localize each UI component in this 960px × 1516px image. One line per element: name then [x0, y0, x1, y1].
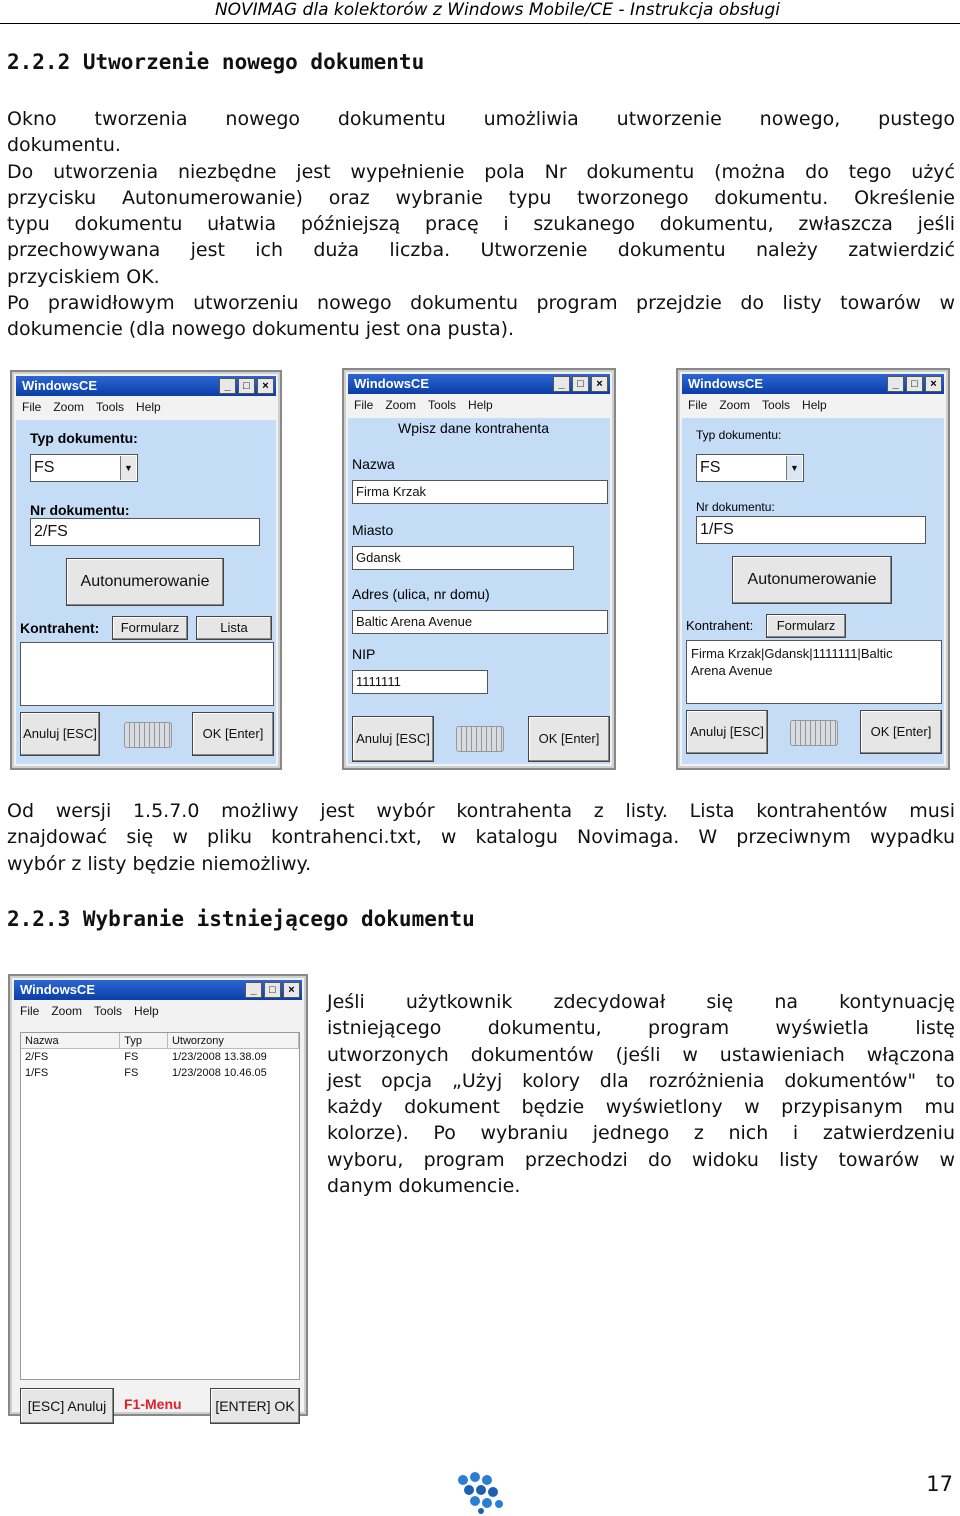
minimize-icon[interactable]: _	[245, 982, 262, 998]
list-header	[21, 1033, 299, 1049]
menu-bar	[14, 1000, 302, 1022]
city-label: Miasto	[352, 522, 394, 538]
minimize-icon[interactable]: _	[553, 376, 570, 392]
name-label: Nazwa	[352, 456, 395, 472]
text-line: wybór z listy będzie niemożliwy.	[7, 852, 312, 875]
screenshot-document-list	[8, 974, 308, 1416]
text-line: wyboru, program przechodzi do widoku listy towarów w	[327, 1148, 955, 1171]
text-line: istniejącego dokumentu, program wyświetla listę	[327, 1017, 955, 1040]
autonumber-button[interactable]: Autonumerowanie	[66, 558, 224, 606]
page-number: 17	[926, 1472, 953, 1496]
text-line: Jeśli użytkownik zdecydował się na kontynuację	[327, 991, 955, 1013]
text-line: przyciskiem OK.	[7, 265, 160, 288]
ok-button[interactable]: OK [Enter]	[192, 712, 274, 756]
number-value: 2/FS	[34, 523, 68, 540]
novimag-logo-icon	[455, 1470, 507, 1514]
menu-file[interactable]: File	[688, 398, 708, 412]
page-header	[0, 0, 960, 24]
number-label: Nr dokumentu:	[696, 500, 775, 514]
menu-zoom[interactable]: Zoom	[719, 398, 751, 412]
window-title: WindowsCE	[354, 376, 429, 391]
contractor-line: Firma Krzak|Gdansk|1111111|Baltic	[691, 646, 893, 661]
contractor-label: Kontrahent:	[686, 618, 754, 633]
window-title: WindowsCE	[22, 378, 97, 393]
column-header[interactable]: Nazwa	[21, 1033, 120, 1049]
list-button[interactable]: Lista	[196, 616, 272, 640]
screenshot-new-document-filled	[676, 368, 950, 770]
window-titlebar	[14, 980, 302, 1000]
prompt-label: Wpisz dane kontrahenta	[398, 420, 549, 436]
section1-text	[7, 106, 955, 343]
cancel-button[interactable]: [ESC] Anuluj	[20, 1388, 114, 1424]
menu-help[interactable]: Help	[136, 400, 161, 414]
nip-value: 1111111	[356, 674, 401, 689]
name-field[interactable]	[352, 480, 608, 504]
minimize-icon[interactable]: _	[219, 378, 236, 394]
text-line: znajdować się w pliku kontrahenci.txt, w katalogu Novimaga. W przeciwnym wypadku	[7, 826, 955, 849]
window-titlebar	[16, 376, 276, 396]
menu-bar	[682, 394, 944, 416]
menu-zoom[interactable]: Zoom	[51, 1004, 83, 1018]
text-line: typu dokumentu ułatwia późniejszą pracę i szukanego dokumentu, zwłaszcza jeśli	[7, 213, 955, 236]
chevron-down-icon[interactable]: ▼	[120, 456, 136, 480]
section-heading-existing-document: 2.2.3 Wybranie istniejącego dokumentu	[7, 907, 475, 931]
text-line: przechowywana jest ich duża liczba. Utworzenie dokumentu należy zatwierdzić	[7, 239, 955, 262]
menu-help[interactable]: Help	[802, 398, 827, 412]
text-line: przycisku Autonumerowanie) oraz wybranie typu tworzonego dokumentu. Określenie	[7, 186, 955, 209]
cell: FS	[124, 1067, 139, 1079]
city-value: Gdansk	[356, 550, 401, 565]
close-icon[interactable]: ×	[925, 376, 942, 392]
column-header[interactable]: Typ	[120, 1033, 168, 1049]
cancel-button[interactable]: Anuluj [ESC]	[686, 710, 768, 754]
cancel-button[interactable]: Anuluj [ESC]	[20, 712, 100, 756]
maximize-icon[interactable]: □	[238, 378, 255, 394]
chevron-down-icon[interactable]: ▼	[786, 456, 802, 480]
maximize-icon[interactable]: □	[572, 376, 589, 392]
form-button[interactable]: Formularz	[112, 616, 188, 640]
window-titlebar	[348, 374, 610, 394]
maximize-icon[interactable]: □	[264, 982, 281, 998]
menu-file[interactable]: File	[354, 398, 374, 412]
window-title: WindowsCE	[20, 982, 95, 997]
screenshot-contractor-form	[342, 368, 616, 770]
form-button[interactable]: Formularz	[766, 614, 846, 638]
menu-file[interactable]: File	[22, 400, 42, 414]
keyboard-icon[interactable]	[790, 720, 838, 746]
address-value: Baltic Arena Avenue	[356, 614, 473, 629]
name-value: Firma Krzak	[356, 484, 427, 499]
text-line: Do utworzenia niezbędne jest wypełnienie pola Nr dokumentu (można do tego użyć	[7, 160, 955, 183]
menu-zoom[interactable]: Zoom	[385, 398, 417, 412]
window-titlebar	[682, 374, 944, 394]
close-icon[interactable]: ×	[591, 376, 608, 392]
section2-text	[327, 989, 955, 1199]
address-field[interactable]	[352, 610, 608, 634]
type-value: FS	[34, 459, 55, 476]
window-title: WindowsCE	[688, 376, 763, 391]
type-label: Typ dokumentu:	[30, 430, 138, 446]
type-dropdown[interactable]	[30, 454, 138, 482]
cell: 1/23/2008 13.38.09	[171, 1051, 267, 1063]
close-icon[interactable]: ×	[283, 982, 300, 998]
list-item[interactable]	[21, 1049, 299, 1065]
menu-key-label[interactable]: F1-Menu	[124, 1396, 182, 1412]
menu-help[interactable]: Help	[468, 398, 493, 412]
screenshot-new-document	[10, 370, 282, 770]
text-line: dokumentu.	[7, 134, 121, 157]
keyboard-icon[interactable]	[456, 726, 504, 752]
type-label: Typ dokumentu:	[696, 428, 782, 442]
menu-tools[interactable]: Tools	[762, 398, 791, 412]
text-line: dokumencie (dla nowego dokumentu jest ona pusta).	[7, 318, 515, 341]
city-field[interactable]	[352, 546, 574, 570]
text-line: Okno tworzenia nowego dokumentu umożliwia utworzenie nowego, pustego	[7, 108, 955, 130]
autonumber-button[interactable]: Autonumerowanie	[732, 556, 892, 604]
nip-field[interactable]	[352, 670, 488, 694]
menu-help[interactable]: Help	[134, 1004, 159, 1018]
text-line: Od wersji 1.5.7.0 możliwy jest wybór kontrahenta z listy. Lista kontrahentów musi	[7, 800, 955, 822]
text-line: kolorze). Po wybraniu jednego z nich i zatwierdzeniu	[327, 1122, 955, 1145]
keyboard-icon[interactable]	[124, 722, 172, 748]
menu-bar	[348, 394, 610, 416]
window-client	[14, 1024, 302, 1414]
contractor-box[interactable]	[20, 642, 274, 706]
text-line: Po prawidłowym utworzeniu nowego dokumentu program przejdzie do listy towarów w	[7, 292, 955, 315]
cell: 2/FS	[25, 1051, 49, 1063]
contractor-box[interactable]	[686, 640, 942, 704]
window-client	[16, 420, 276, 764]
address-label: Adres (ulica, nr domu)	[352, 586, 490, 602]
document-list[interactable]	[20, 1032, 300, 1380]
window-client	[682, 418, 944, 764]
ok-button[interactable]: OK [Enter]	[528, 716, 610, 762]
cell: 1/23/2008 10.46.05	[171, 1067, 267, 1079]
cancel-button[interactable]: Anuluj [ESC]	[352, 716, 434, 762]
nip-label: NIP	[352, 646, 376, 662]
number-field[interactable]	[696, 516, 926, 544]
header-title: NOVIMAG dla kolektorów z Windows Mobile/CE - Instrukcja obsługi	[214, 0, 780, 20]
list-item[interactable]	[21, 1065, 299, 1081]
menu-zoom[interactable]: Zoom	[53, 400, 85, 414]
contractor-list-note	[7, 798, 955, 877]
menu-tools[interactable]: Tools	[96, 400, 125, 414]
number-label: Nr dokumentu:	[30, 502, 130, 518]
text-line: każdy dokument będzie wyświetlony w przypisanym mu	[327, 1096, 955, 1119]
menu-tools[interactable]: Tools	[94, 1004, 123, 1018]
column-header[interactable]: Utworzony	[168, 1033, 299, 1049]
menu-bar	[16, 396, 276, 418]
text-line: danym dokumencie.	[327, 1175, 521, 1198]
contractor-label: Kontrahent:	[20, 620, 100, 636]
text-line: jest opcja „Użyj kolory dla rozróżnienia dokumentów" to	[327, 1069, 955, 1092]
number-value: 1/FS	[700, 521, 734, 538]
cell: FS	[124, 1051, 139, 1063]
ok-button[interactable]: OK [Enter]	[860, 710, 942, 754]
type-value: FS	[700, 459, 721, 476]
maximize-icon[interactable]: □	[906, 376, 923, 392]
section-heading-new-document: 2.2.2 Utworzenie nowego dokumentu	[7, 50, 425, 74]
ok-button[interactable]: [ENTER] OK	[210, 1388, 300, 1424]
close-icon[interactable]: ×	[257, 378, 274, 394]
text-line: utworzonych dokumentów (jeśli w ustawieniach włączona	[327, 1043, 955, 1066]
number-field[interactable]	[30, 518, 260, 546]
menu-tools[interactable]: Tools	[428, 398, 457, 412]
menu-file[interactable]: File	[20, 1004, 40, 1018]
contractor-line: Arena Avenue	[691, 663, 773, 678]
window-client	[348, 418, 610, 764]
minimize-icon[interactable]: _	[887, 376, 904, 392]
cell: 1/FS	[25, 1067, 49, 1079]
type-dropdown[interactable]	[696, 454, 804, 482]
